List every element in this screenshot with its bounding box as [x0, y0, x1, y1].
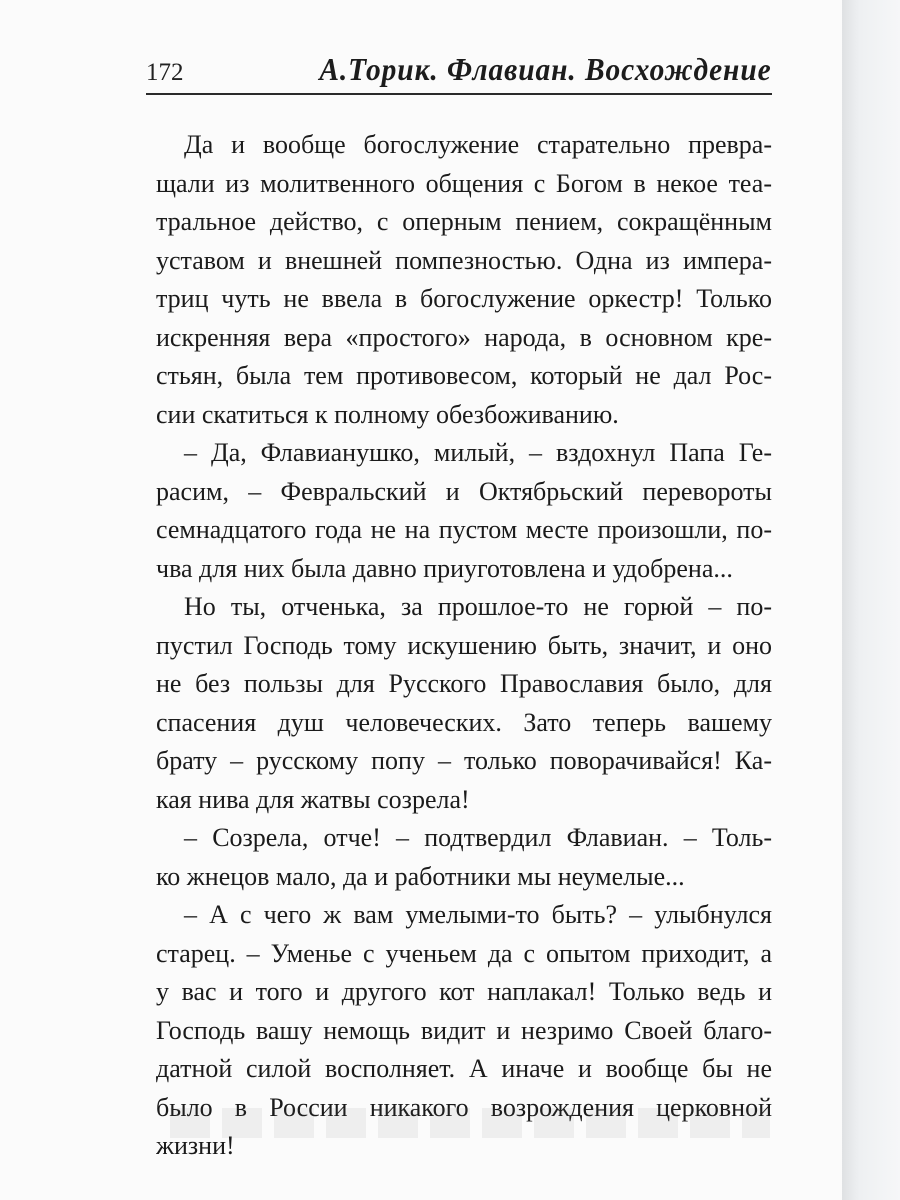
text-line: стьян, была тем противовесом, который не дал Рос- — [156, 361, 772, 390]
text-line: – Созрела, отче! – подтвердил Флавиан. – Толь- — [184, 823, 772, 852]
text-line: жизни! — [156, 1131, 235, 1160]
header-rule — [146, 93, 772, 95]
text-line: расим, – Февральский и Октябрьский перевороты — [156, 476, 772, 506]
page-header — [146, 48, 772, 88]
text-line: семнадцатого года не на пустом месте произошли, по- — [156, 515, 772, 544]
text-line: – Да, Флавианушко, милый, – вздохнул Папа Ге- — [184, 438, 772, 467]
running-title: А.Торик. Флавиан. Восхождение — [319, 51, 772, 87]
bleed-through-text — [170, 1108, 770, 1138]
page-edge — [842, 0, 900, 1200]
text-line: ко жнецов мало, да и работники мы неумелые... — [156, 861, 685, 891]
text-line: брату – русскому попу – только поворачивайся! Ка- — [156, 746, 772, 775]
text-line: старец. – Уменье с ученьем да с опытом приходит, а — [156, 938, 772, 968]
text-line: сии скатиться к полному обезбоживанию. — [156, 399, 619, 429]
text-line: чва для них была давно приуготовлена и удобрена... — [156, 553, 733, 583]
text-line: Но ты, отченька, за прошлое-то не горюй – по- — [184, 592, 772, 621]
text-line: Да и вообще богослужение старательно превра- — [184, 130, 772, 159]
text-line: искренняя вера «простого» народа, в основном кре- — [156, 322, 772, 352]
text-line: – А с чего ж вам умелыми-то быть? – улыбнулся — [184, 900, 772, 929]
text-line: триц чуть не ввела в богослужение оркестр! Только — [156, 284, 772, 313]
text-body — [156, 126, 772, 1166]
text-line: уставом и внешней помпезностью. Одна из импера- — [156, 245, 772, 275]
text-line: не без пользы для Русского Православия было, для — [156, 669, 772, 698]
text-line: кая нива для жатвы созрела! — [156, 784, 470, 814]
text-line: тральное действо, с оперным пением, сокращённым — [156, 207, 772, 236]
text-line: щали из молитвенного общения с Богом в некое теа- — [156, 168, 772, 198]
text-line: датной силой восполняет. А иначе и вообще бы не — [156, 1054, 772, 1083]
text-line: пустил Господь тому искушению быть, значит, и оно — [156, 630, 772, 660]
text-line: спасения душ человеческих. Зато теперь вашему — [156, 707, 772, 737]
page-number: 172 — [146, 59, 184, 86]
text-line: Господь вашу немощь видит и незримо Своей благо- — [156, 1015, 772, 1045]
text-line: у вас и того и другого кот наплакал! Только ведь и — [156, 977, 772, 1006]
text-line: было в России никакого возрождения церковной — [156, 1092, 772, 1122]
